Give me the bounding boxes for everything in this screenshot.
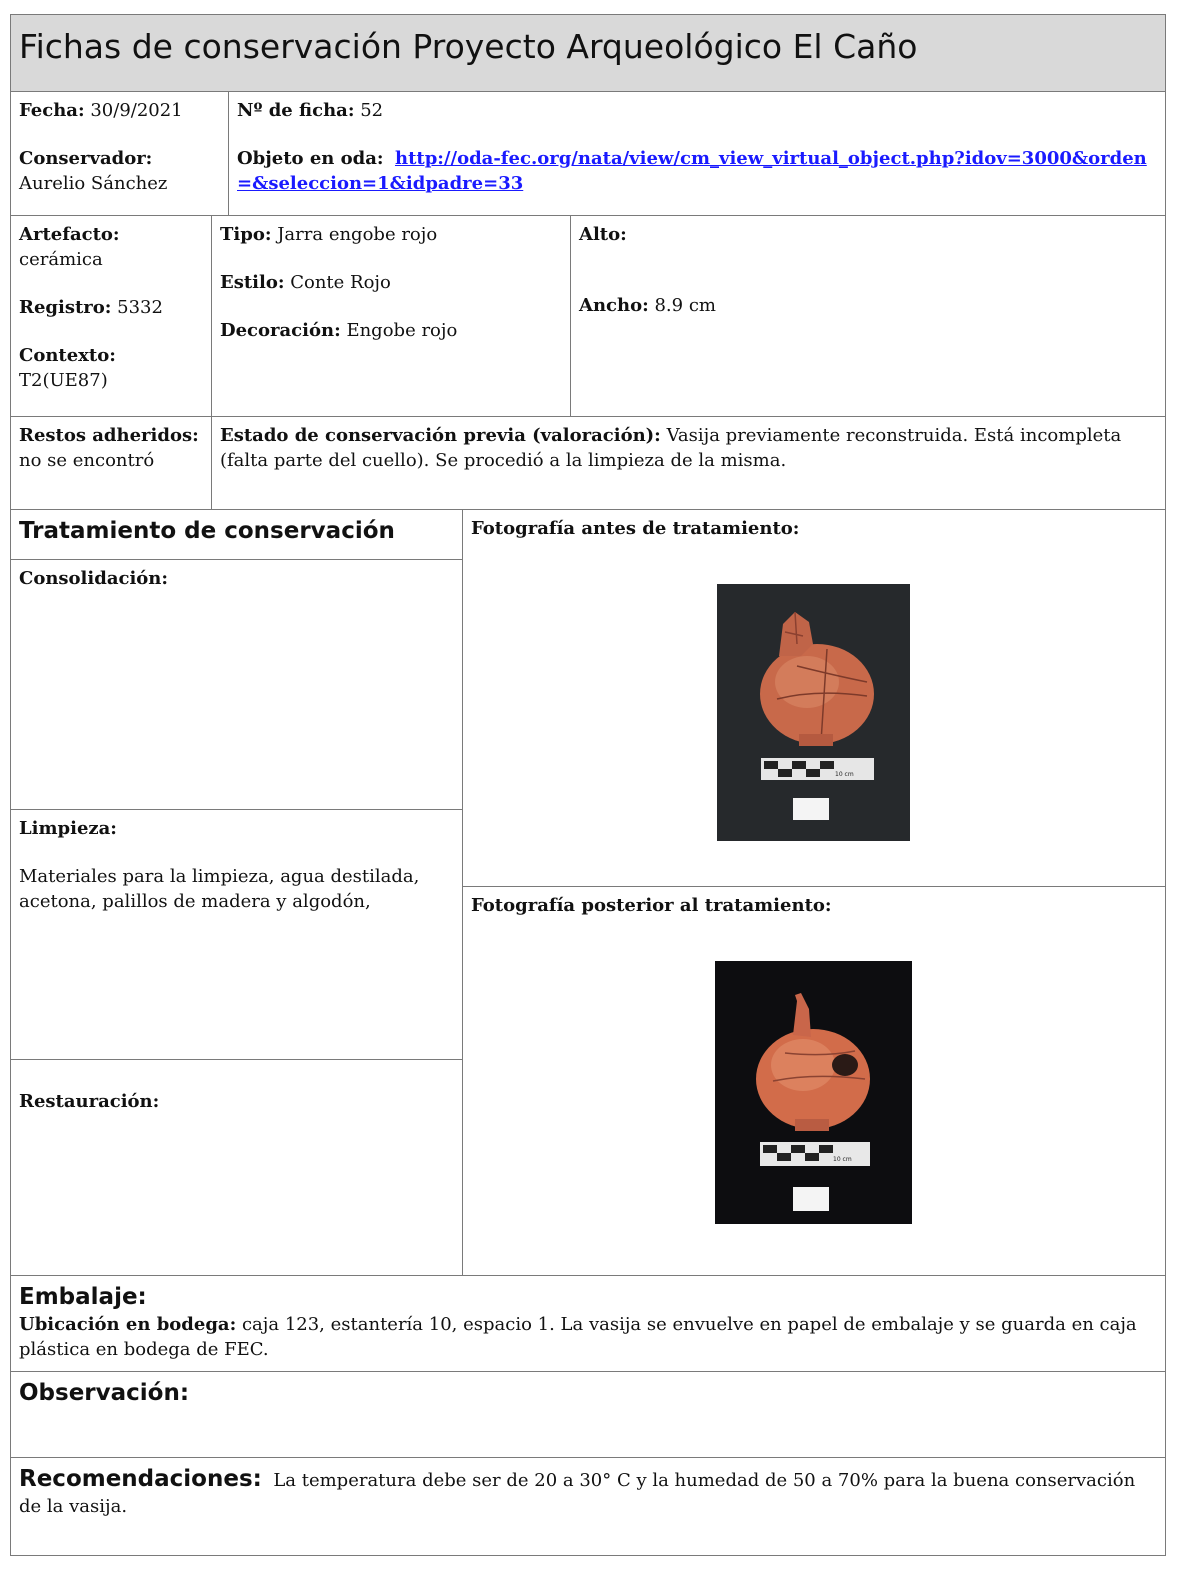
embalaje-cell <box>10 1275 1166 1372</box>
ancho-label: Ancho: <box>579 295 649 316</box>
objeto-label: Objeto en oda: <box>237 148 384 169</box>
estado-value: Vasija previamente reconstruida. Está incompleta (falta parte del cuello). Se procedió a la limpieza de la misma. <box>220 425 1122 471</box>
limpieza-cell <box>10 809 463 1060</box>
medidas-cell <box>570 215 1166 417</box>
foto-despues-label: Fotografía posterior al tratamiento: <box>471 895 832 916</box>
restos-value: no se encontró <box>19 450 155 471</box>
ficha-label: Nº de ficha: <box>237 100 355 121</box>
contexto-label: Contexto: <box>19 345 116 366</box>
restauracion-cell <box>10 1059 463 1276</box>
restos-label: Restos adheridos: <box>19 425 199 446</box>
embalaje-heading: Embalaje: <box>19 1284 147 1310</box>
ubicacion-value: caja 123, estantería 10, espacio 1. La vasija se envuelve en papel de embalaje y se guarda en caja plástica en bodega de FEC. <box>19 1314 1137 1360</box>
estado-cell <box>211 416 1166 510</box>
scale-label-after: 10 cm <box>833 1156 852 1163</box>
limpieza-label: Limpieza: <box>19 818 117 839</box>
registro-value: 5332 <box>117 297 163 318</box>
artefacto-label: Artefacto: <box>19 224 120 245</box>
vessel-photo-before <box>717 584 910 841</box>
vessel-photo-after <box>715 961 912 1224</box>
limpieza-value: Materiales para la limpieza, agua destilada, acetona, palillos de madera y algodón, <box>19 866 420 912</box>
decoracion-value: Engobe rojo <box>346 320 458 341</box>
conservador-label: Conservador: <box>19 148 153 169</box>
observacion-cell <box>10 1371 1166 1458</box>
recomendaciones-heading: Recomendaciones: <box>19 1466 262 1492</box>
restauracion-label: Restauración: <box>19 1091 160 1112</box>
estilo-label: Estilo: <box>220 272 285 293</box>
restos-cell <box>10 416 212 510</box>
conservador-value: Aurelio Sánchez <box>19 173 168 194</box>
objeto-link[interactable]: http://oda-fec.org/nata/view/cm_view_virtual_object.php?idov=3000&orden=&seleccion=1&idpadre=33 <box>237 148 1147 194</box>
ficha-cell <box>228 91 1166 216</box>
ancho-value: 8.9 cm <box>654 295 716 316</box>
artefacto-cell <box>10 215 212 417</box>
fecha-cell <box>10 91 229 216</box>
artefacto-value: cerámica <box>19 249 103 270</box>
scale-label-before: 10 cm <box>835 771 854 778</box>
decoracion-label: Decoración: <box>220 320 341 341</box>
contexto-value: T2(UE87) <box>19 370 108 391</box>
tipo-cell <box>211 215 571 417</box>
tipo-value: Jarra engobe rojo <box>277 224 438 245</box>
estilo-value: Conte Rojo <box>290 272 391 293</box>
tipo-label: Tipo: <box>220 224 272 245</box>
page-title: Fichas de conservación Proyecto Arqueológico El Caño <box>19 27 918 66</box>
tratamiento-heading-cell <box>10 509 463 560</box>
fecha-value: 30/9/2021 <box>90 100 183 121</box>
title-cell <box>10 14 1166 92</box>
ubicacion-label: Ubicación en bodega: <box>19 1314 237 1335</box>
consolidacion-cell <box>10 559 463 810</box>
ficha-value: 52 <box>360 100 384 121</box>
tratamiento-heading: Tratamiento de conservación <box>19 518 395 544</box>
foto-antes-label: Fotografía antes de tratamiento: <box>471 518 800 539</box>
recomendaciones-value: La temperatura debe ser de 20 a 30° C y la humedad de 50 a 70% para la buena conservación de la vasija. <box>19 1470 1136 1517</box>
estado-label: Estado de conservación previa (valoración): <box>220 425 661 446</box>
registro-label: Registro: <box>19 297 112 318</box>
observacion-heading: Observación: <box>19 1380 190 1406</box>
alto-label: Alto: <box>579 224 627 245</box>
recomendaciones-cell <box>10 1457 1166 1556</box>
fecha-label: Fecha: <box>19 100 85 121</box>
consolidacion-label: Consolidación: <box>19 568 169 589</box>
